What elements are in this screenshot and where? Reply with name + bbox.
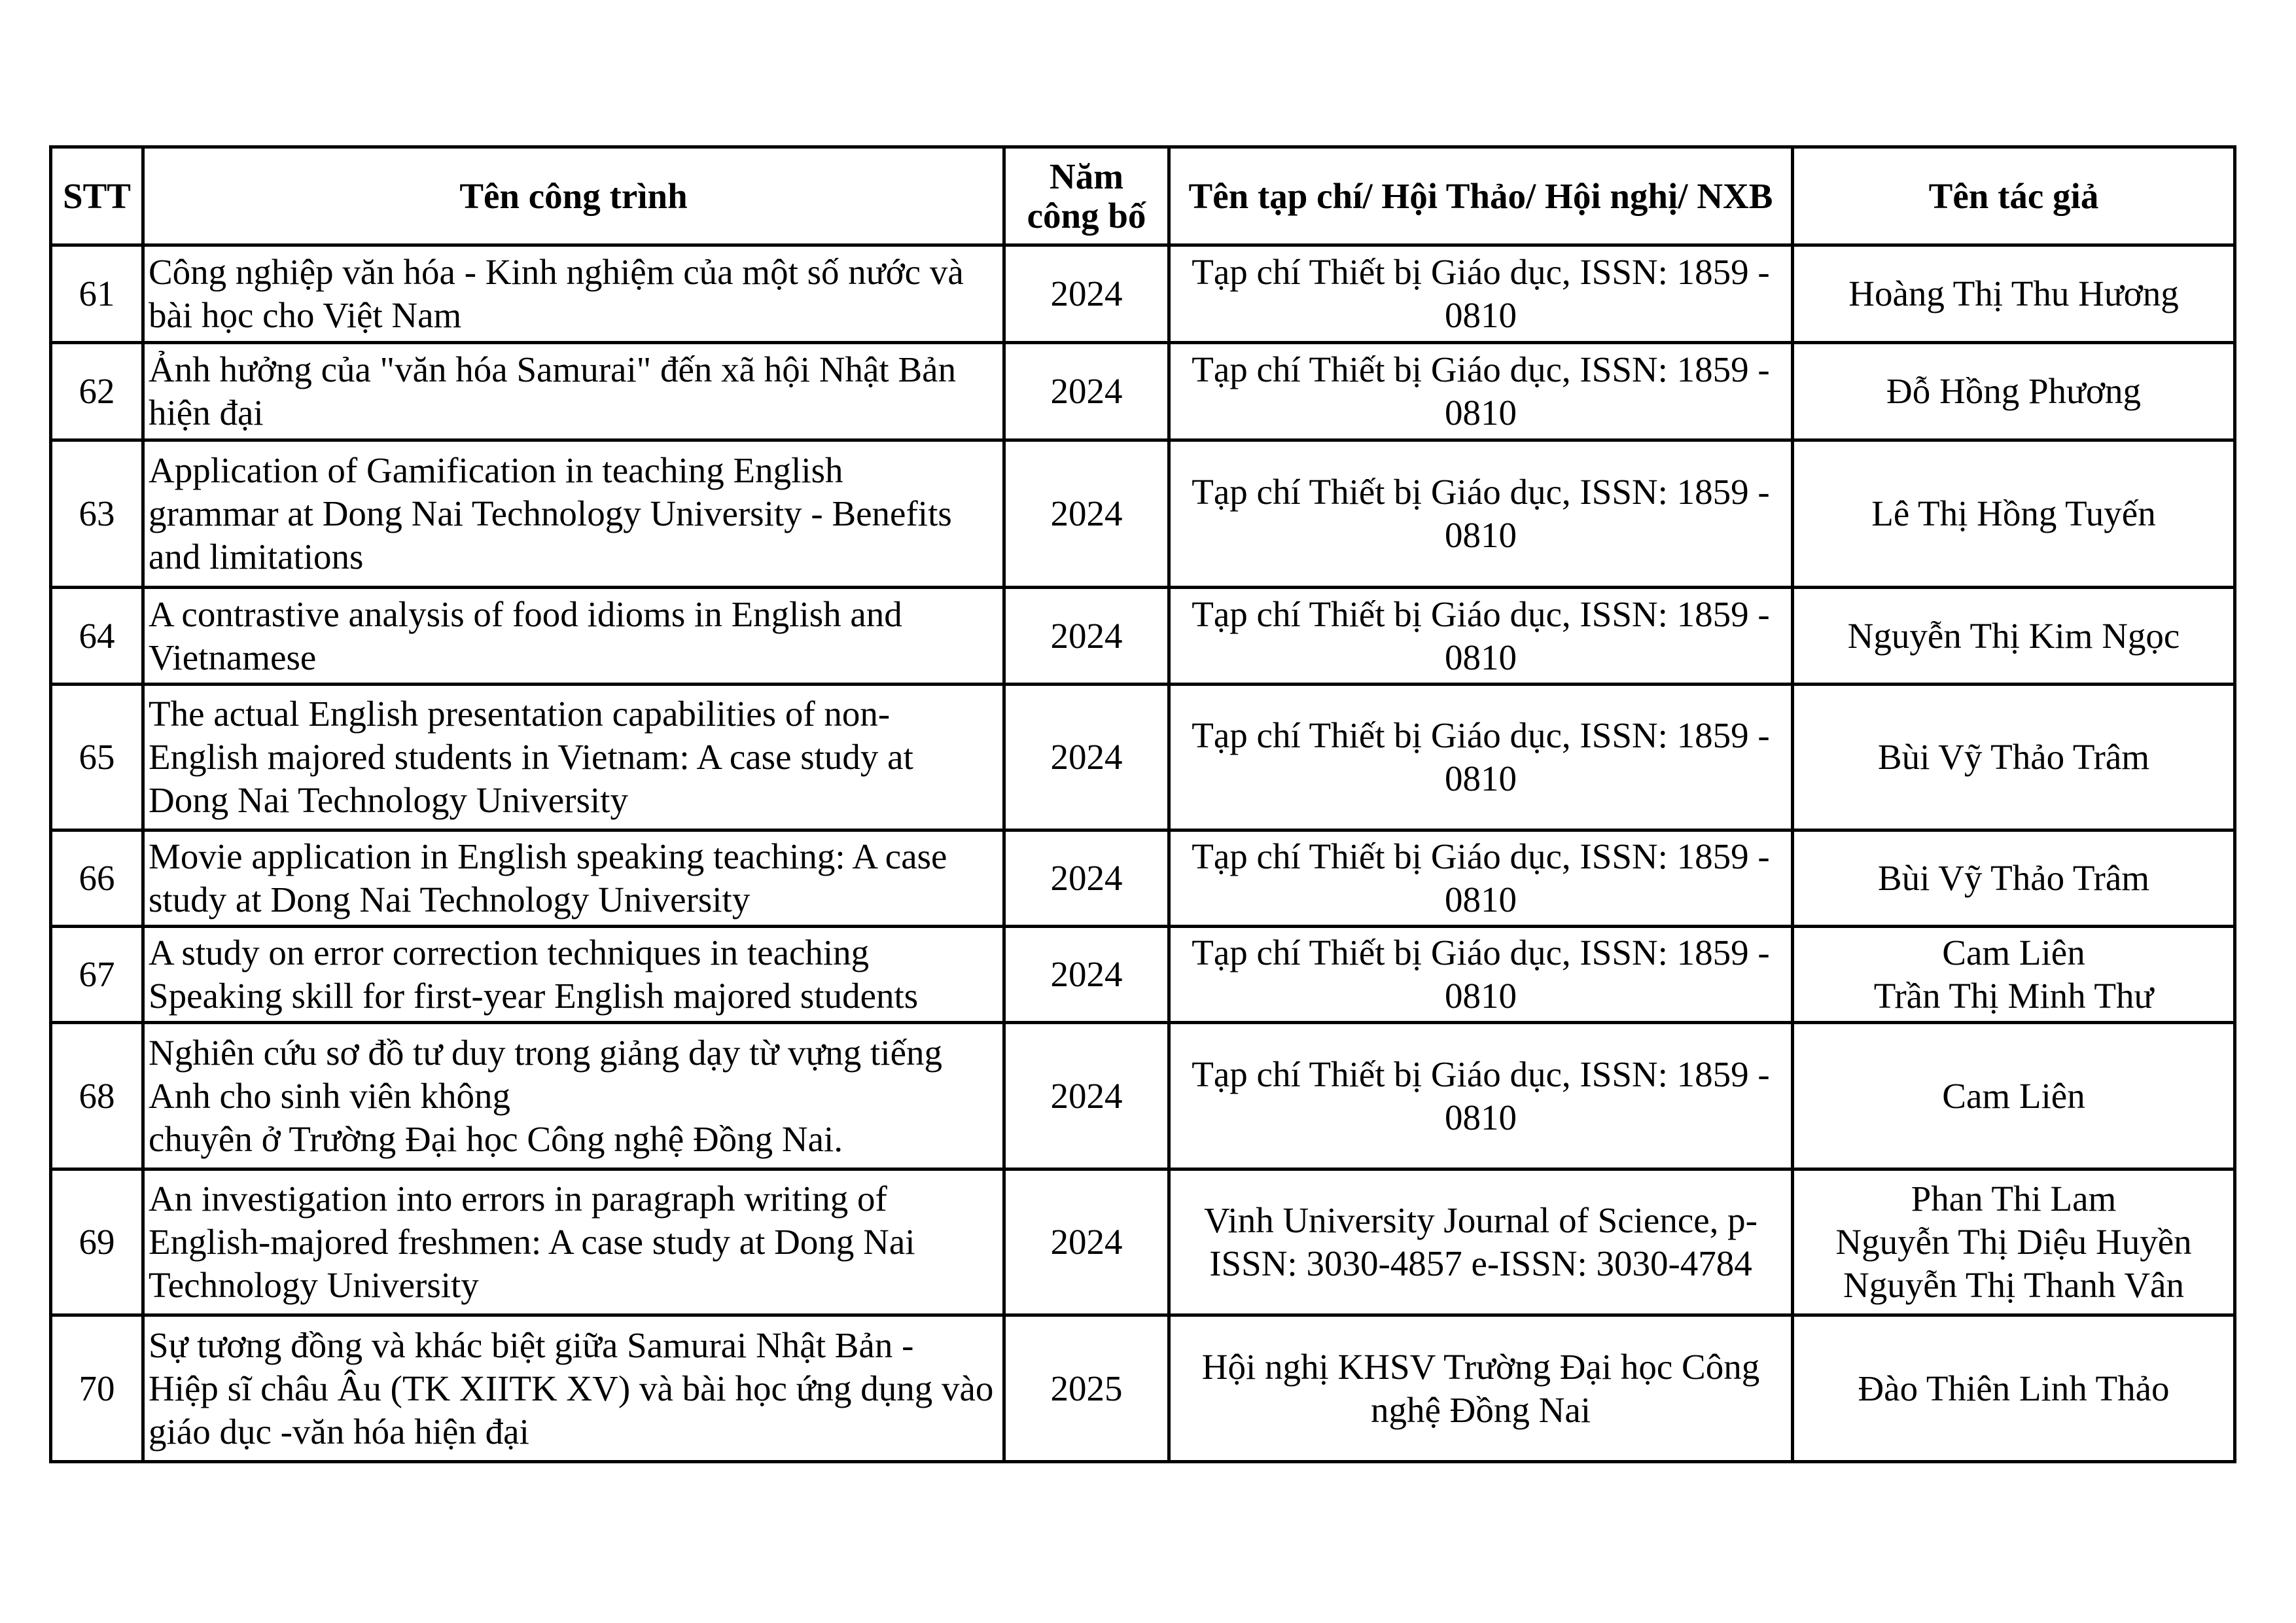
table-row <box>51 1023 2235 1169</box>
title-line: Công nghiệp văn hóa - Kinh nghiệm của một số nước và <box>149 252 964 292</box>
year-value: 2024 <box>1050 858 1123 898</box>
venue-line: 0810 <box>1445 393 1517 433</box>
cell-authors <box>1793 685 2235 830</box>
cell-title <box>143 927 1004 1023</box>
title-line: English-majored freshmen: A case study at Dong Nai <box>149 1222 915 1262</box>
stt-value: 65 <box>79 737 115 777</box>
year-value: 2024 <box>1050 737 1123 777</box>
cell-title <box>143 1315 1004 1462</box>
venue-line: Tạp chí Thiết bị Giáo dục, ISSN: 1859 - <box>1192 472 1770 512</box>
year-value: 2024 <box>1050 954 1123 994</box>
stt-value: 61 <box>79 274 115 313</box>
table-row <box>51 245 2235 343</box>
cell-venue <box>1169 1023 1793 1169</box>
cell-authors <box>1793 440 2235 588</box>
cell-authors <box>1793 1169 2235 1315</box>
stt-value: 67 <box>79 954 115 994</box>
year-value: 2024 <box>1050 1222 1123 1262</box>
cell-authors <box>1793 1315 2235 1462</box>
cell-year <box>1004 245 1169 343</box>
table-row <box>51 685 2235 830</box>
venue-line: 0810 <box>1445 515 1517 555</box>
venue-line: 0810 <box>1445 880 1517 919</box>
author-name: Phan Thi Lam <box>1911 1179 2117 1219</box>
venue-line: 0810 <box>1445 637 1517 677</box>
cell-authors <box>1793 1023 2235 1169</box>
title-line: giáo dục -văn hóa hiện đại <box>149 1411 529 1452</box>
cell-stt <box>51 588 143 685</box>
author-name: Đỗ Hồng Phương <box>1886 371 2141 411</box>
cell-title <box>143 588 1004 685</box>
cell-authors <box>1793 830 2235 927</box>
table-row <box>51 588 2235 685</box>
title-line: bài học cho Việt Nam <box>149 295 462 335</box>
title-line: Technology University <box>149 1265 479 1305</box>
cell-venue <box>1169 830 1793 927</box>
cell-venue <box>1169 343 1793 440</box>
venue-line: Tạp chí Thiết bị Giáo dục, ISSN: 1859 - <box>1192 1054 1770 1094</box>
cell-stt <box>51 685 143 830</box>
cell-authors <box>1793 343 2235 440</box>
author-name: Cam Liên <box>1942 1075 2085 1116</box>
venue-line: Tạp chí Thiết bị Giáo dục, ISSN: 1859 - <box>1192 594 1770 634</box>
table-row <box>51 830 2235 927</box>
title-line: Hiệp sĩ châu Âu (TK XIITK XV) và bài học ứng dụng vào <box>149 1368 994 1408</box>
title-line: English majored students in Vietnam: A case study at <box>149 737 913 777</box>
venue-line: 0810 <box>1445 976 1517 1016</box>
year-value: 2024 <box>1050 493 1123 533</box>
venue-line: ISSN: 3030-4857 e-ISSN: 3030-4784 <box>1209 1243 1752 1283</box>
title-line: Anh cho sinh viên không <box>149 1075 511 1116</box>
cell-title <box>143 830 1004 927</box>
header-venue: Tên tạp chí/ Hội Thảo/ Hội nghị/ NXB <box>1169 147 1793 245</box>
cell-venue <box>1169 588 1793 685</box>
cell-stt <box>51 1023 143 1169</box>
cell-authors <box>1793 588 2235 685</box>
title-line: Application of Gamification in teaching English <box>149 450 843 490</box>
stt-value: 70 <box>79 1368 115 1408</box>
year-value: 2024 <box>1050 1075 1123 1116</box>
author-name: Cam Liên <box>1942 933 2085 972</box>
stt-value: 66 <box>79 858 115 898</box>
author-name: Lê Thị Hồng Tuyến <box>1871 493 2156 533</box>
cell-stt <box>51 830 143 927</box>
title-line: Ảnh hưởng của "văn hóa Samurai" đến xã hội Nhật Bản <box>149 349 957 389</box>
stt-value: 63 <box>79 493 115 533</box>
table-body <box>51 245 2235 1462</box>
cell-title <box>143 245 1004 343</box>
cell-title <box>143 1169 1004 1315</box>
cell-year <box>1004 1315 1169 1462</box>
table-row <box>51 1315 2235 1462</box>
stt-value: 69 <box>79 1222 115 1262</box>
stt-value: 68 <box>79 1075 115 1116</box>
stt-value: 62 <box>79 371 115 411</box>
cell-venue <box>1169 685 1793 830</box>
header-title: Tên công trình <box>143 147 1004 245</box>
cell-year <box>1004 1023 1169 1169</box>
year-value: 2024 <box>1050 615 1123 656</box>
cell-year <box>1004 927 1169 1023</box>
cell-year <box>1004 685 1169 830</box>
table-row <box>51 343 2235 440</box>
venue-line: Tạp chí Thiết bị Giáo dục, ISSN: 1859 - <box>1192 933 1770 972</box>
cell-stt <box>51 245 143 343</box>
author-name: Nguyễn Thị Thanh Vân <box>1843 1265 2184 1305</box>
year-value: 2025 <box>1050 1368 1123 1408</box>
title-line: A contrastive analysis of food idioms in English and <box>149 594 902 634</box>
title-line: chuyên ở Trường Đại học Công nghệ Đồng Nai. <box>149 1118 843 1159</box>
cell-venue <box>1169 1315 1793 1462</box>
venue-line: Tạp chí Thiết bị Giáo dục, ISSN: 1859 - <box>1192 836 1770 876</box>
cell-year <box>1004 830 1169 927</box>
author-name: Bùi Vỹ Thảo Trâm <box>1877 737 2150 777</box>
title-line: hiện đại <box>149 393 264 433</box>
cell-title <box>143 1023 1004 1169</box>
author-name: Nguyễn Thị Kim Ngọc <box>1847 615 2180 656</box>
cell-year <box>1004 343 1169 440</box>
table-row <box>51 440 2235 588</box>
title-line: An investigation into errors in paragraph writing of <box>149 1179 887 1219</box>
title-line: Movie application in English speaking teaching: A case <box>149 836 947 876</box>
stt-value: 64 <box>79 615 115 656</box>
venue-line: Tạp chí Thiết bị Giáo dục, ISSN: 1859 - <box>1192 252 1770 292</box>
cell-stt <box>51 440 143 588</box>
venue-line: 0810 <box>1445 758 1517 798</box>
header-year-line: công bố <box>1027 195 1146 236</box>
venue-line: Tạp chí Thiết bị Giáo dục, ISSN: 1859 - <box>1192 349 1770 389</box>
cell-year <box>1004 1169 1169 1315</box>
header-authors: Tên tác giả <box>1793 147 2235 245</box>
cell-venue <box>1169 1169 1793 1315</box>
header-row <box>51 147 2235 245</box>
cell-stt <box>51 927 143 1023</box>
cell-year <box>1004 588 1169 685</box>
venue-line: 0810 <box>1445 295 1517 335</box>
cell-stt <box>51 1169 143 1315</box>
author-name: Bùi Vỹ Thảo Trâm <box>1877 858 2150 898</box>
header-year <box>1004 147 1169 245</box>
cell-stt <box>51 1315 143 1462</box>
author-name: Hoàng Thị Thu Hương <box>1848 274 2179 313</box>
title-line: and limitations <box>149 537 364 577</box>
table-row <box>51 1169 2235 1315</box>
cell-stt <box>51 343 143 440</box>
cell-title <box>143 440 1004 588</box>
venue-line: Hội nghị KHSV Trường Đại học Công <box>1201 1346 1760 1387</box>
venue-line: Tạp chí Thiết bị Giáo dục, ISSN: 1859 - <box>1192 715 1770 755</box>
title-line: Dong Nai Technology University <box>149 780 628 820</box>
title-line: Vietnamese <box>149 637 317 677</box>
publications-table <box>49 145 2236 1463</box>
venue-line: nghệ Đồng Nai <box>1370 1389 1591 1430</box>
cell-venue <box>1169 927 1793 1023</box>
header-stt: STT <box>51 147 143 245</box>
cell-year <box>1004 440 1169 588</box>
title-line: study at Dong Nai Technology University <box>149 880 751 919</box>
header-year-line: Năm <box>1049 156 1124 196</box>
venue-line: Vinh University Journal of Science, p- <box>1204 1200 1757 1240</box>
cell-authors <box>1793 245 2235 343</box>
author-name: Trần Thị Minh Thư <box>1873 976 2154 1016</box>
venue-line: 0810 <box>1445 1097 1517 1137</box>
cell-venue <box>1169 245 1793 343</box>
year-value: 2024 <box>1050 371 1123 411</box>
title-line: grammar at Dong Nai Technology University - Benefits <box>149 493 952 533</box>
author-name: Nguyễn Thị Diệu Huyền <box>1835 1222 2192 1262</box>
cell-authors <box>1793 927 2235 1023</box>
cell-title <box>143 685 1004 830</box>
title-line: Speaking skill for first-year English majored students <box>149 976 919 1016</box>
title-line: A study on error correction techniques in teaching <box>149 933 870 972</box>
cell-title <box>143 343 1004 440</box>
year-value: 2024 <box>1050 274 1123 313</box>
title-line: The actual English presentation capabilities of non- <box>149 694 891 734</box>
cell-venue <box>1169 440 1793 588</box>
author-name: Đào Thiên Linh Thảo <box>1858 1368 2170 1408</box>
table-row <box>51 927 2235 1023</box>
title-line: Sự tương đồng và khác biệt giữa Samurai Nhật Bản - <box>149 1325 914 1365</box>
title-line: Nghiên cứu sơ đồ tư duy trong giảng dạy từ vựng tiếng <box>149 1032 943 1073</box>
